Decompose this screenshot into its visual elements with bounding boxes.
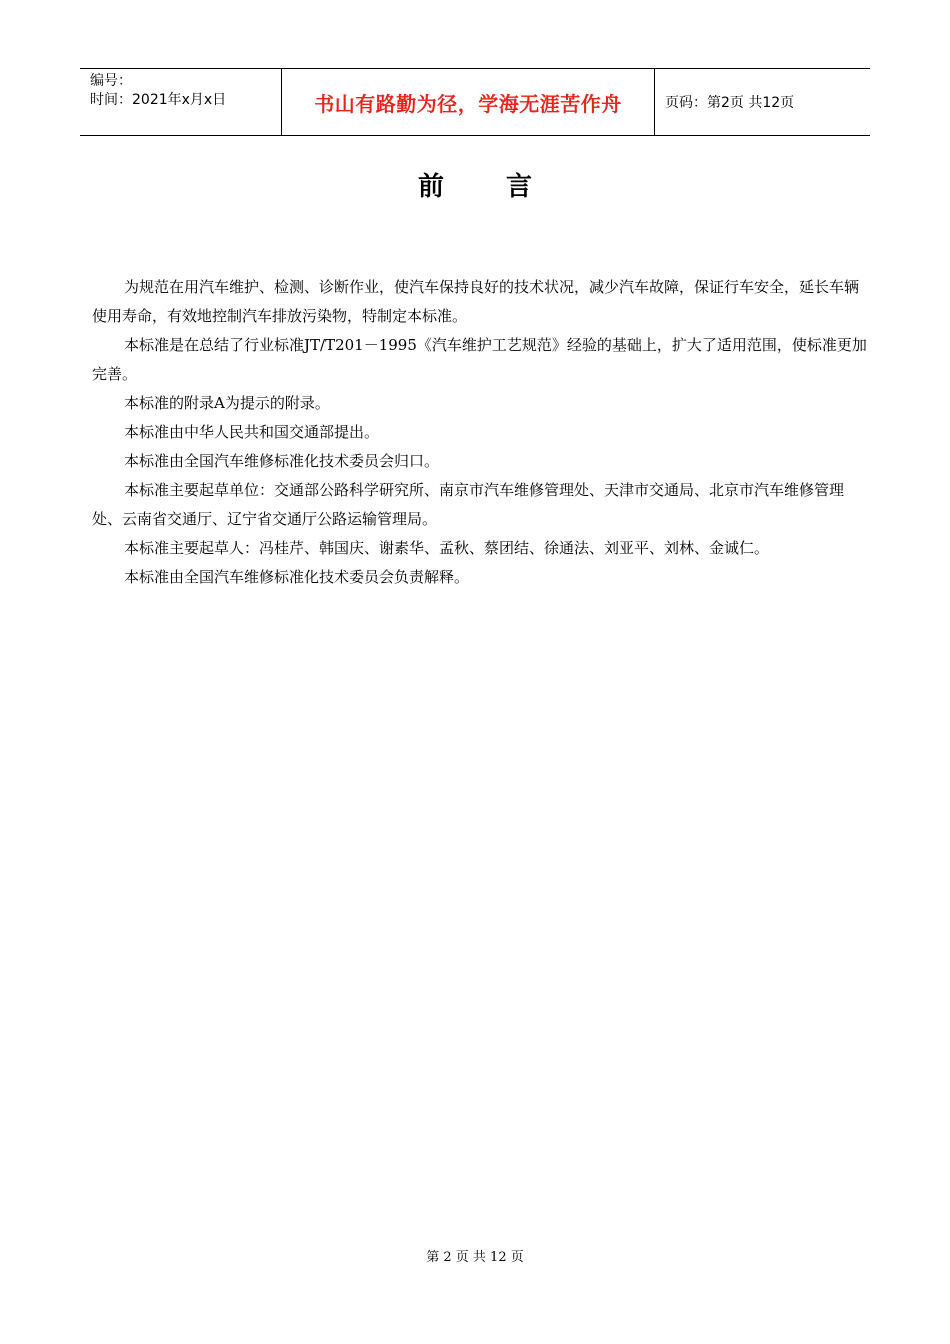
preface-body <box>92 273 867 592</box>
header-info-cell <box>80 69 282 135</box>
page-footer: 第 2 页 共 12 页 <box>426 1250 524 1265</box>
paragraph: 本标准是在总结了行业标准JT/T201－1995《汽车维护工艺规范》经验的基础上，扩大了适用范围，使标准更加完善。 <box>92 336 867 383</box>
header-page-cell <box>655 69 870 135</box>
paragraph: 本标准的附录A为提示的附录。 <box>124 394 330 412</box>
header-page-info: 页码：第2页 共12页 <box>665 95 795 111</box>
paragraph: 本标准主要起草人：冯桂芹、韩国庆、谢素华、孟秋、蔡团结、徐通法、刘亚平、刘林、金诚仁。 <box>124 539 770 557</box>
header-motto-cell <box>282 69 655 135</box>
document-number-label: 编号： <box>90 73 132 89</box>
paragraph: 本标准由全国汽车维修标准化技术委员会负责解释。 <box>124 568 470 586</box>
paragraph: 为规范在用汽车维护、检测、诊断作业，使汽车保持良好的技术状况，减少汽车故障，保证行车安全，延长车辆使用寿命，有效地控制汽车排放污染物，特制定本标准。 <box>92 278 860 325</box>
header-table <box>80 68 870 136</box>
paragraph: 本标准由中华人民共和国交通部提出。 <box>124 423 380 441</box>
paragraph: 本标准由全国汽车维修标准化技术委员会归口。 <box>124 452 440 470</box>
motto-text: 书山有路勤为径，学海无涯苦作舟 <box>314 91 622 116</box>
page-title: 前言 <box>417 172 594 202</box>
document-date: 时间：2021年x月x日 <box>90 92 227 108</box>
paragraph: 本标准主要起草单位：交通部公路科学研究所、南京市汽车维修管理处、天津市交通局、北京市汽车维修管理处、云南省交通厅、辽宁省交通厅公路运输管理局。 <box>92 481 845 528</box>
